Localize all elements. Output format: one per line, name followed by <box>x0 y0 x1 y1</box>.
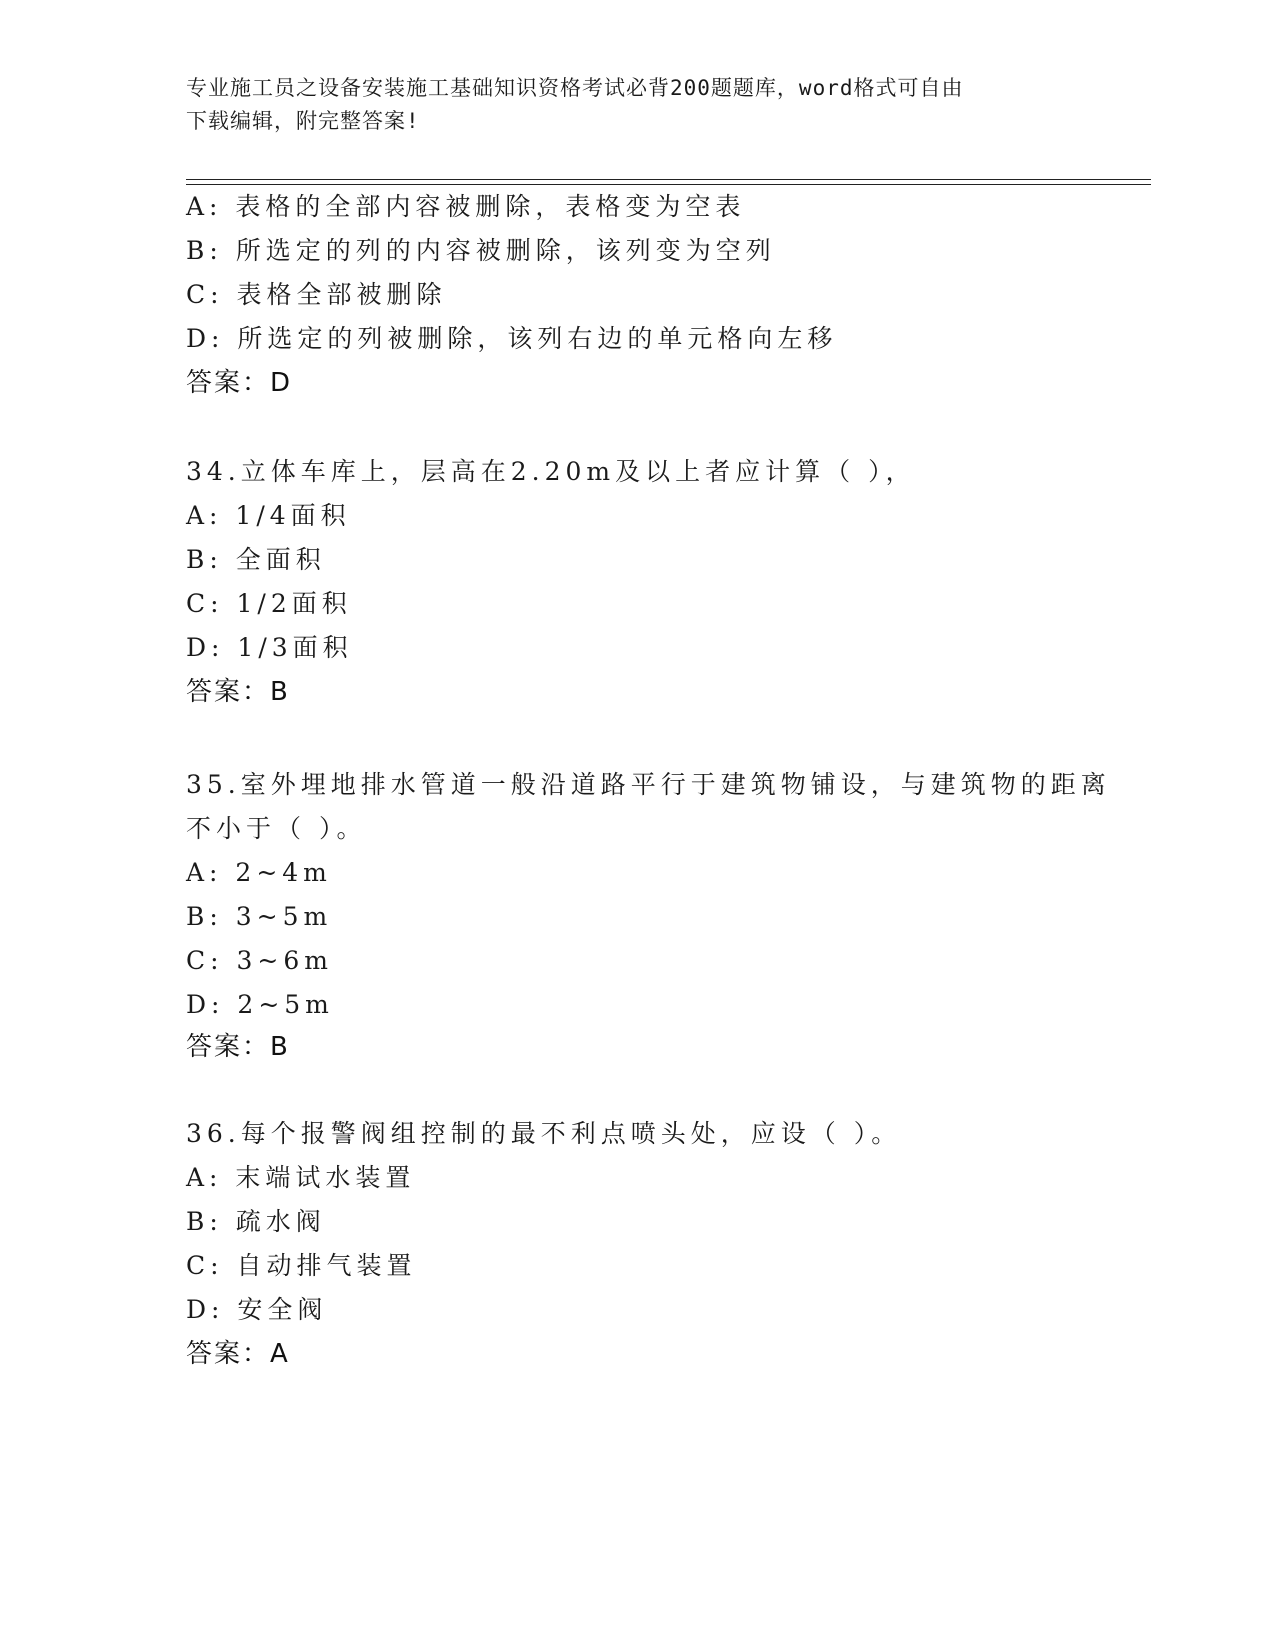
option-a: A: 1/4面积 <box>186 501 351 530</box>
question-text-line-2: 不小于（ ）。 <box>186 814 367 843</box>
option-d: D: 2~5m <box>186 990 334 1019</box>
option-d: D: 所选定的列被删除，该列右边的单元格向左移 <box>186 324 838 353</box>
option-c: C: 1/2面积 <box>186 589 352 618</box>
header-line-1: 专业施工员之设备安装施工基础知识资格考试必背200题题库，word格式可自由 <box>186 76 964 100</box>
option-b: B: 疏水阀 <box>186 1207 326 1236</box>
option-d: D: 安全阀 <box>186 1295 328 1324</box>
header-line-2: 下载编辑，附完整答案! <box>186 109 420 133</box>
answer: 答案：B <box>186 1032 290 1062</box>
document-header <box>186 72 1086 138</box>
option-d: D: 1/3面积 <box>186 633 353 662</box>
question-text: 34.立体车库上，层高在2.20m及以上者应计算（ ）， <box>186 457 916 486</box>
answer: 答案：B <box>186 677 290 707</box>
question-text-line-1: 35.室外埋地排水管道一般沿道路平行于建筑物铺设，与建筑物的距离 <box>186 770 1111 799</box>
header-divider-top <box>186 179 1151 180</box>
option-a: A: 末端试水装置 <box>186 1163 416 1192</box>
option-a: A: 表格的全部内容被删除，表格变为空表 <box>186 192 746 221</box>
option-c: C: 3~6m <box>186 946 333 975</box>
answer: 答案：D <box>186 368 293 398</box>
option-a: A: 2~4m <box>186 858 332 887</box>
option-b: B: 3~5m <box>186 902 333 931</box>
option-c: C: 表格全部被删除 <box>186 280 447 309</box>
option-b: B: 所选定的列的内容被删除，该列变为空列 <box>186 236 776 265</box>
header-divider-bottom <box>186 184 1151 185</box>
question-text: 36.每个报警阀组控制的最不利点喷头处，应设（ ）。 <box>186 1119 902 1148</box>
option-c: C: 自动排气装置 <box>186 1251 417 1280</box>
option-b: B: 全面积 <box>186 545 326 574</box>
answer: 答案：A <box>186 1339 290 1369</box>
